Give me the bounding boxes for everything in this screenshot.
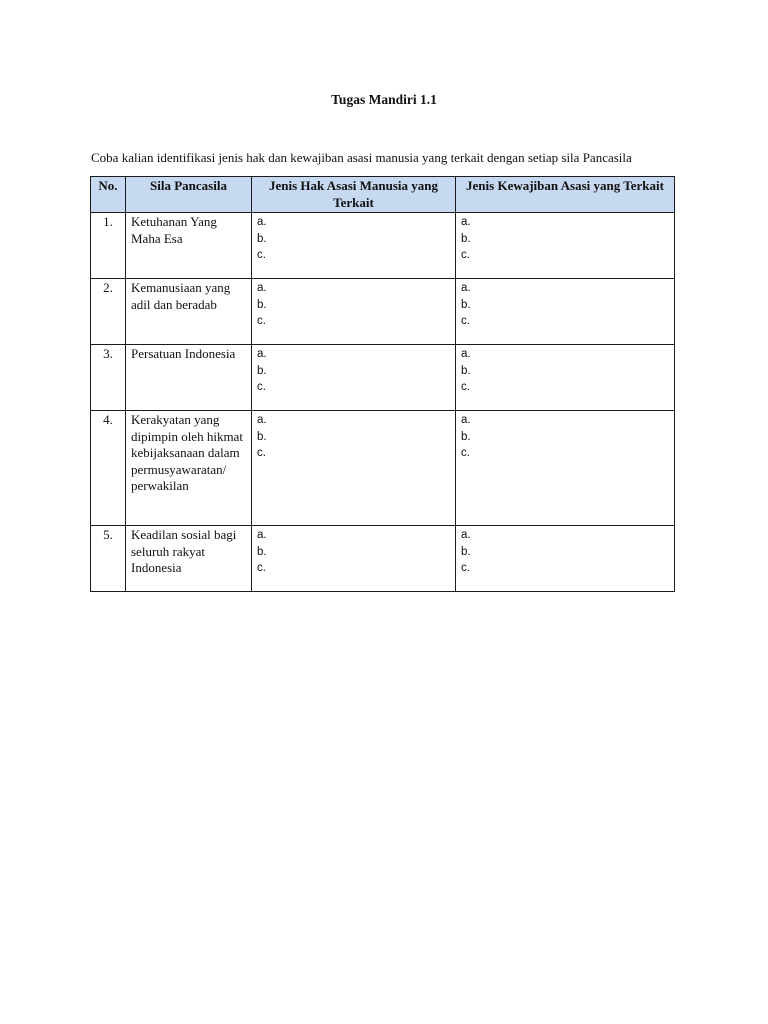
row-number: 1. bbox=[91, 213, 126, 279]
table-header-row bbox=[91, 177, 675, 213]
table-row bbox=[91, 213, 675, 279]
sila-cell bbox=[126, 213, 252, 279]
hak-option-a: a. bbox=[257, 282, 267, 294]
task-table bbox=[90, 176, 675, 592]
sila-label: Kemanusiaan yang adil dan beradab bbox=[131, 280, 231, 312]
header-kewajiban: Jenis Kewajiban Asasi yang Terkait bbox=[456, 177, 675, 213]
kewajiban-option-c: c. bbox=[461, 315, 470, 327]
hak-option-c: c. bbox=[257, 315, 266, 327]
sila-cell bbox=[126, 279, 252, 345]
hak-option-b: b. bbox=[257, 430, 267, 443]
row-number: 2. bbox=[91, 279, 126, 345]
kewajiban-option-c: c. bbox=[461, 381, 470, 393]
kewajiban-cell[interactable] bbox=[456, 345, 675, 411]
hak-option-b: b. bbox=[257, 232, 267, 245]
header-no: No. bbox=[91, 177, 126, 213]
kewajiban-cell[interactable] bbox=[456, 411, 675, 526]
instruction-text: Coba kalian identifikasi jenis hak dan kewajiban asasi manusia yang terkait dengan setiap sila Pancasila bbox=[91, 150, 632, 165]
table-row bbox=[91, 345, 675, 411]
kewajiban-option-a: a. bbox=[461, 282, 471, 294]
kewajiban-option-a: a. bbox=[461, 414, 471, 426]
kewajiban-option-b: b. bbox=[461, 298, 471, 311]
kewajiban-option-c: c. bbox=[461, 249, 470, 261]
hak-option-c: c. bbox=[257, 447, 266, 459]
table-row bbox=[91, 411, 675, 526]
sila-cell bbox=[126, 411, 252, 526]
kewajiban-cell[interactable] bbox=[456, 213, 675, 279]
sila-label: Keadilan sosial bagi seluruh rakyat Indonesia bbox=[131, 527, 237, 575]
kewajiban-option-a: a. bbox=[461, 529, 471, 541]
row-number: 3. bbox=[91, 345, 126, 411]
kewajiban-option-c: c. bbox=[461, 562, 470, 574]
kewajiban-option-b: b. bbox=[461, 430, 471, 443]
table-row bbox=[91, 279, 675, 345]
header-sila: Sila Pancasila bbox=[126, 177, 252, 213]
kewajiban-option-b: b. bbox=[461, 232, 471, 245]
row-number: 4. bbox=[91, 411, 126, 526]
sila-label: Ketuhanan Yang Maha Esa bbox=[131, 214, 217, 246]
hak-option-a: a. bbox=[257, 348, 267, 360]
hak-option-a: a. bbox=[257, 414, 267, 426]
sila-cell bbox=[126, 345, 252, 411]
kewajiban-option-b: b. bbox=[461, 545, 471, 558]
row-number: 5. bbox=[91, 526, 126, 592]
hak-option-a: a. bbox=[257, 216, 267, 228]
hak-option-b: b. bbox=[257, 545, 267, 558]
hak-cell[interactable] bbox=[252, 411, 456, 526]
table-row bbox=[91, 526, 675, 592]
kewajiban-option-b: b. bbox=[461, 364, 471, 377]
hak-option-c: c. bbox=[257, 562, 266, 574]
kewajiban-cell[interactable] bbox=[456, 279, 675, 345]
hak-cell[interactable] bbox=[252, 345, 456, 411]
hak-option-c: c. bbox=[257, 381, 266, 393]
kewajiban-cell[interactable] bbox=[456, 526, 675, 592]
hak-option-c: c. bbox=[257, 249, 266, 261]
kewajiban-option-a: a. bbox=[461, 216, 471, 228]
hak-cell[interactable] bbox=[252, 526, 456, 592]
hak-cell[interactable] bbox=[252, 213, 456, 279]
hak-option-b: b. bbox=[257, 364, 267, 377]
sila-cell bbox=[126, 526, 252, 592]
page-title: Tugas Mandiri 1.1 bbox=[331, 92, 437, 107]
hak-cell[interactable] bbox=[252, 279, 456, 345]
kewajiban-option-c: c. bbox=[461, 447, 470, 459]
sila-label: Persatuan Indonesia bbox=[131, 346, 236, 361]
header-hak: Jenis Hak Asasi Manusia yang Terkait bbox=[252, 177, 456, 213]
kewajiban-option-a: a. bbox=[461, 348, 471, 360]
hak-option-a: a. bbox=[257, 529, 267, 541]
sila-label: Kerakyatan yang dipimpin oleh hikmat kebijaksanaan dalam permusyawaratan/ perwakilan bbox=[131, 412, 243, 493]
hak-option-b: b. bbox=[257, 298, 267, 311]
